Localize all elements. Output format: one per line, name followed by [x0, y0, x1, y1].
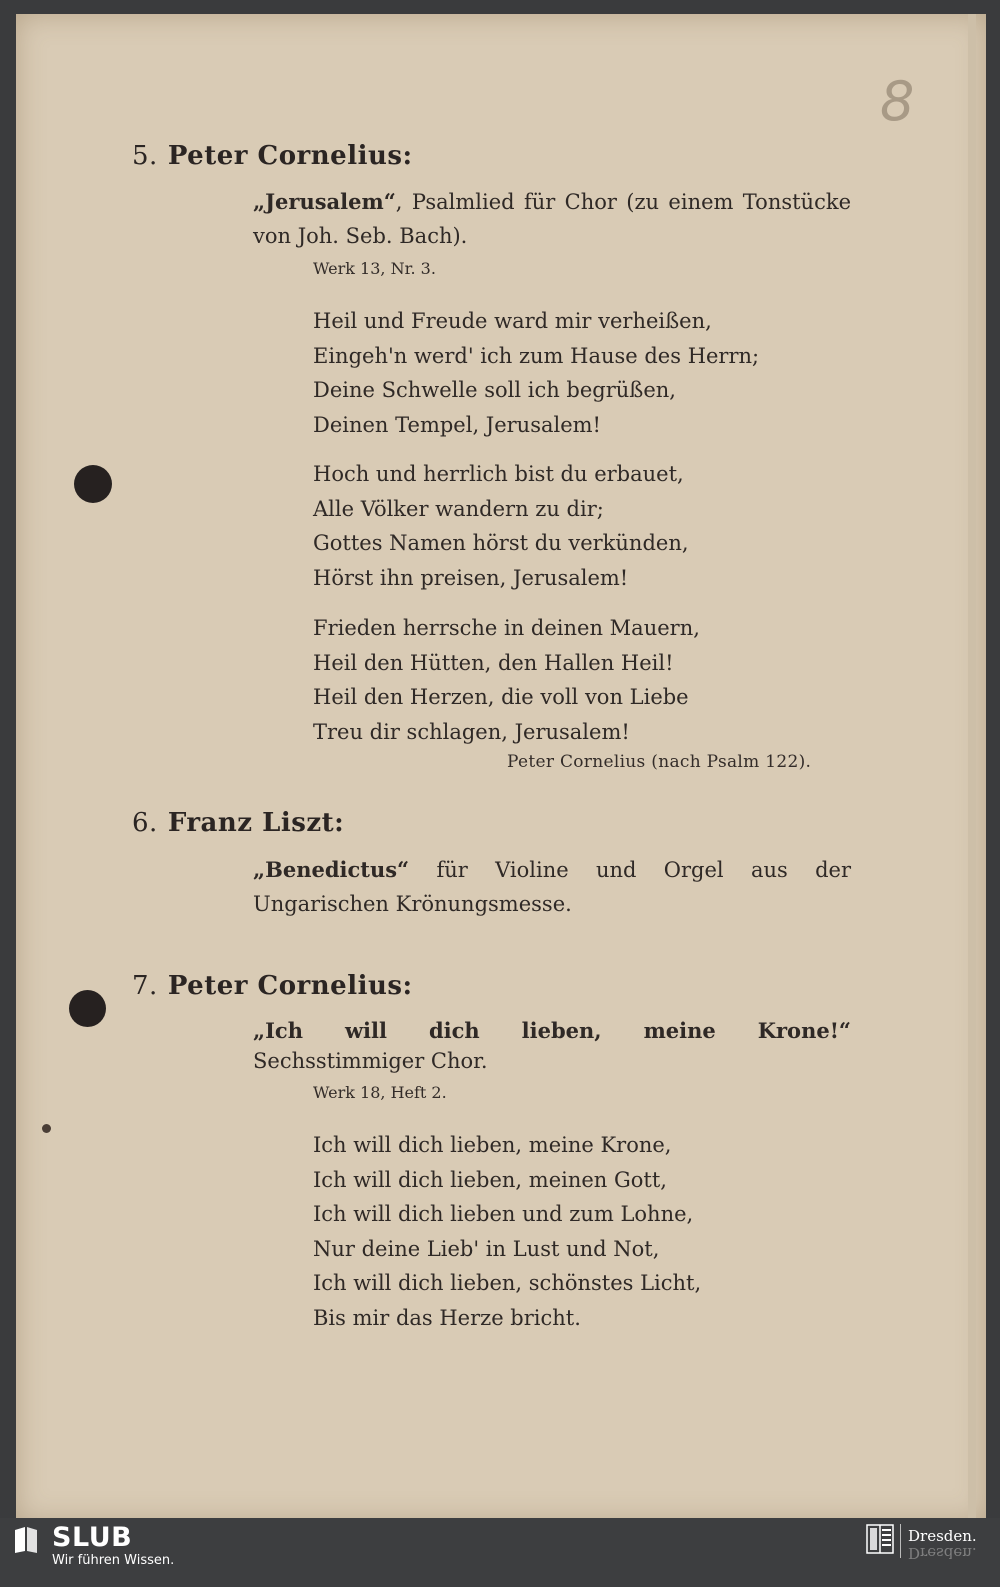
composer-name: Peter Cornelius: [167, 141, 413, 171]
work-title: „Jerusalem“ [253, 189, 396, 214]
library-logo-text[interactable]: SLUB [52, 1522, 133, 1553]
paper-speck [42, 1124, 51, 1133]
section-7-heading [132, 971, 413, 1001]
verse-line: Treu dir schlagen, Jerusalem! [313, 719, 630, 744]
punch-hole-upper [74, 465, 112, 503]
verse-line: Ich will dich lieben und zum Lohne, [313, 1202, 694, 1226]
verse-line: Ich will dich lieben, meinen Gott, [313, 1167, 667, 1192]
logo-divider [900, 1524, 901, 1558]
section-number: 7. [132, 971, 158, 1001]
page-number: 8 [880, 70, 915, 133]
city-logo-text[interactable]: Dresden. [908, 1527, 977, 1545]
work-description: für Violine und Orgel aus der Ungarischen Krönungsmesse. [253, 858, 851, 916]
section-5-heading [132, 141, 413, 171]
stanza [313, 457, 689, 595]
verse-line: Nur deine Lieb' in Lust und Not, [313, 1236, 660, 1261]
section-number: 6. [132, 808, 158, 838]
work-title: „Ich will dich lieben, meine Krone!“ [253, 1018, 851, 1043]
punch-hole-lower [69, 990, 106, 1027]
composer-name: Franz Liszt: [167, 808, 345, 838]
verse-line: Deinen Tempel, Jerusalem! [313, 412, 601, 437]
verse-line: Heil den Hütten, den Hallen Heil! [313, 650, 674, 675]
footer-bar [0, 1518, 1000, 1587]
opus-number: Werk 13, Nr. 3. [313, 259, 436, 278]
city-logo-reflection: Dresden. [908, 1544, 977, 1562]
city-crest-icon [866, 1524, 894, 1554]
section-6-description [253, 853, 851, 921]
verse-line: Heil und Freude ward mir verheißen, [313, 309, 712, 333]
verse-line: Gottes Namen hörst du verkünden, [313, 531, 689, 555]
verse-line: Ich will dich lieben, meine Krone, [313, 1133, 672, 1157]
verse-line: Heil den Herzen, die voll von Liebe [313, 685, 689, 709]
work-description: , Psalmlied für Chor (zu einem Tonstücke von Joh. Seb. Bach). [253, 190, 851, 248]
section-number: 5. [132, 141, 158, 171]
lyric-attribution: Peter Cornelius (nach Psalm 122). [507, 752, 812, 772]
verse-line: Deine Schwelle soll ich begrüßen, [313, 378, 676, 402]
stanza [313, 1128, 701, 1335]
verse-line: Bis mir das Herze bricht. [313, 1305, 581, 1330]
section-6-heading [132, 808, 344, 838]
section-5-description [253, 185, 851, 253]
verse-line: Frieden herrsche in deinen Mauern, [313, 616, 700, 640]
book-icon [12, 1524, 40, 1554]
library-slogan: Wir führen Wissen. [52, 1553, 175, 1568]
stanza [313, 611, 700, 749]
work-description: Sechsstimmiger Chor. [253, 1049, 488, 1073]
work-title: „Benedictus“ [253, 857, 410, 882]
verse-line: Hörst ihn preisen, Jerusalem! [313, 565, 629, 590]
verse-line: Alle Völker wandern zu dir; [313, 496, 604, 521]
verse-line: Eingeh'n werd' ich zum Hause des Herrn; [313, 343, 760, 368]
stanza [313, 304, 759, 442]
section-7-description [253, 1016, 851, 1076]
page-edge [968, 14, 976, 1522]
opus-number: Werk 18, Heft 2. [313, 1083, 447, 1102]
verse-line: Ich will dich lieben, schönstes Licht, [313, 1271, 702, 1295]
composer-name: Peter Cornelius: [167, 971, 413, 1001]
verse-line: Hoch und herrlich bist du erbauet, [313, 462, 684, 486]
